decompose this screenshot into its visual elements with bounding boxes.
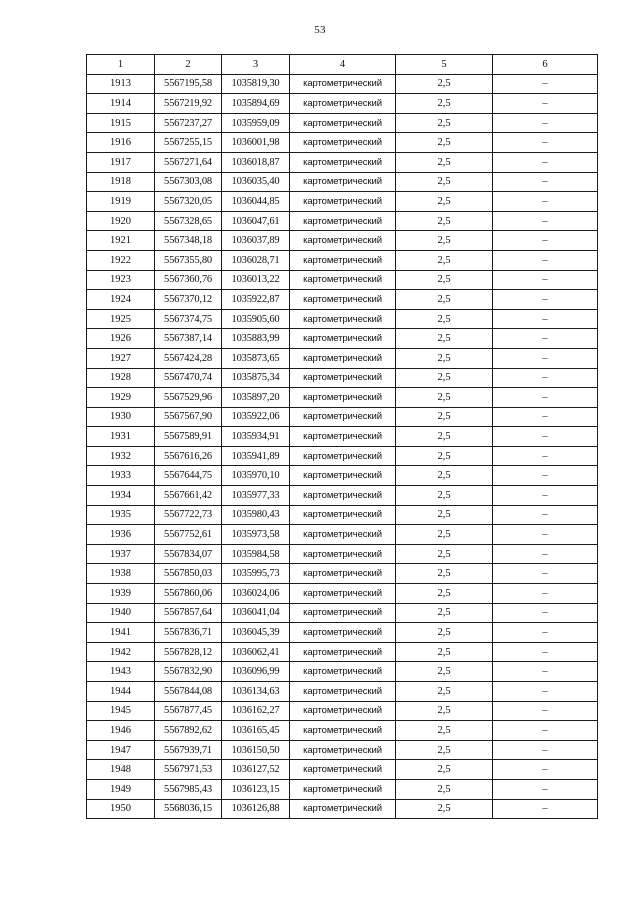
accuracy-cell: 2,5 (396, 290, 493, 310)
table-row (87, 211, 598, 231)
method-cell: картометрический (290, 779, 396, 799)
table-row (87, 721, 598, 741)
description-cell: – (493, 290, 598, 310)
table-row (87, 74, 598, 94)
y-coordinate-cell: 1036045,39 (222, 623, 290, 643)
point-number-cell: 1923 (87, 270, 155, 290)
y-coordinate-cell: 1036150,50 (222, 740, 290, 760)
y-coordinate-cell: 1035973,58 (222, 525, 290, 545)
x-coordinate-cell: 5567328,65 (155, 211, 222, 231)
point-number-cell: 1941 (87, 623, 155, 643)
point-number-cell: 1949 (87, 779, 155, 799)
y-coordinate-cell: 1035873,65 (222, 348, 290, 368)
x-coordinate-cell: 5567850,03 (155, 564, 222, 584)
x-coordinate-cell: 5567860,06 (155, 584, 222, 604)
table-row (87, 662, 598, 682)
method-cell: картометрический (290, 642, 396, 662)
point-number-cell: 1918 (87, 172, 155, 192)
point-number-cell: 1921 (87, 231, 155, 251)
y-coordinate-cell: 1036028,71 (222, 250, 290, 270)
point-number-cell: 1950 (87, 799, 155, 819)
table-row (87, 466, 598, 486)
y-coordinate-cell: 1035980,43 (222, 505, 290, 525)
x-coordinate-cell: 5567836,71 (155, 623, 222, 643)
table-row (87, 290, 598, 310)
point-number-cell: 1937 (87, 544, 155, 564)
x-coordinate-cell: 5567360,76 (155, 270, 222, 290)
y-coordinate-cell: 1036013,22 (222, 270, 290, 290)
description-cell: – (493, 525, 598, 545)
method-cell: картометрический (290, 662, 396, 682)
point-number-cell: 1932 (87, 446, 155, 466)
description-cell: – (493, 427, 598, 447)
description-cell: – (493, 192, 598, 212)
y-coordinate-cell: 1035922,87 (222, 290, 290, 310)
x-coordinate-cell: 5567355,80 (155, 250, 222, 270)
method-cell: картометрический (290, 701, 396, 721)
y-coordinate-cell: 1035922,06 (222, 407, 290, 427)
accuracy-cell: 2,5 (396, 682, 493, 702)
accuracy-cell: 2,5 (396, 721, 493, 741)
description-cell: – (493, 701, 598, 721)
x-coordinate-cell: 5567529,96 (155, 388, 222, 408)
description-cell: – (493, 603, 598, 623)
y-coordinate-cell: 1036062,41 (222, 642, 290, 662)
accuracy-cell: 2,5 (396, 329, 493, 349)
method-cell: картометрический (290, 348, 396, 368)
point-number-cell: 1948 (87, 760, 155, 780)
method-cell: картометрический (290, 799, 396, 819)
table-row (87, 388, 598, 408)
x-coordinate-cell: 5567985,43 (155, 779, 222, 799)
accuracy-cell: 2,5 (396, 642, 493, 662)
page-number: 53 (314, 24, 326, 36)
y-coordinate-cell: 1036126,88 (222, 799, 290, 819)
point-number-cell: 1944 (87, 682, 155, 702)
y-coordinate-cell: 1036127,52 (222, 760, 290, 780)
accuracy-cell: 2,5 (396, 211, 493, 231)
description-cell: – (493, 623, 598, 643)
accuracy-cell: 2,5 (396, 388, 493, 408)
y-coordinate-cell: 1035977,33 (222, 486, 290, 506)
accuracy-cell: 2,5 (396, 427, 493, 447)
table-row (87, 446, 598, 466)
x-coordinate-cell: 5567892,62 (155, 721, 222, 741)
header-row (87, 55, 598, 75)
method-cell: картометрический (290, 603, 396, 623)
point-number-cell: 1946 (87, 721, 155, 741)
table-row (87, 525, 598, 545)
method-cell: картометрический (290, 211, 396, 231)
x-coordinate-cell: 5567971,53 (155, 760, 222, 780)
method-cell: картометрический (290, 721, 396, 741)
description-cell: – (493, 94, 598, 114)
accuracy-cell: 2,5 (396, 466, 493, 486)
x-coordinate-cell: 5567374,75 (155, 309, 222, 329)
x-coordinate-cell: 5567424,28 (155, 348, 222, 368)
description-cell: – (493, 152, 598, 172)
column-header: 3 (222, 55, 290, 75)
table-row (87, 113, 598, 133)
point-number-cell: 1924 (87, 290, 155, 310)
table-row (87, 544, 598, 564)
description-cell: – (493, 231, 598, 251)
y-coordinate-cell: 1036123,15 (222, 779, 290, 799)
description-cell: – (493, 329, 598, 349)
method-cell: картометрический (290, 525, 396, 545)
description-cell: – (493, 446, 598, 466)
y-coordinate-cell: 1035941,89 (222, 446, 290, 466)
point-number-cell: 1933 (87, 466, 155, 486)
method-cell: картометрический (290, 466, 396, 486)
method-cell: картометрический (290, 74, 396, 94)
description-cell: – (493, 642, 598, 662)
description-cell: – (493, 740, 598, 760)
table-row (87, 584, 598, 604)
accuracy-cell: 2,5 (396, 192, 493, 212)
point-number-cell: 1942 (87, 642, 155, 662)
y-coordinate-cell: 1036024,06 (222, 584, 290, 604)
y-coordinate-cell: 1035984,58 (222, 544, 290, 564)
table-row (87, 250, 598, 270)
x-coordinate-cell: 5567387,14 (155, 329, 222, 349)
method-cell: картометрический (290, 270, 396, 290)
x-coordinate-cell: 5567320,05 (155, 192, 222, 212)
table-row (87, 564, 598, 584)
accuracy-cell: 2,5 (396, 231, 493, 251)
y-coordinate-cell: 1035995,73 (222, 564, 290, 584)
x-coordinate-cell: 5567644,75 (155, 466, 222, 486)
table-row (87, 427, 598, 447)
accuracy-cell: 2,5 (396, 486, 493, 506)
description-cell: – (493, 721, 598, 741)
method-cell: картометрический (290, 192, 396, 212)
description-cell: – (493, 270, 598, 290)
method-cell: картометрический (290, 250, 396, 270)
accuracy-cell: 2,5 (396, 74, 493, 94)
accuracy-cell: 2,5 (396, 603, 493, 623)
x-coordinate-cell: 5567255,15 (155, 133, 222, 153)
table-row (87, 642, 598, 662)
y-coordinate-cell: 1035894,69 (222, 94, 290, 114)
method-cell: картометрический (290, 682, 396, 702)
accuracy-cell: 2,5 (396, 368, 493, 388)
method-cell: картометрический (290, 231, 396, 251)
table-row (87, 760, 598, 780)
y-coordinate-cell: 1036041,04 (222, 603, 290, 623)
description-cell: – (493, 505, 598, 525)
method-cell: картометрический (290, 152, 396, 172)
x-coordinate-cell: 5567661,42 (155, 486, 222, 506)
column-header: 2 (155, 55, 222, 75)
method-cell: картометрический (290, 427, 396, 447)
description-cell: – (493, 544, 598, 564)
point-number-cell: 1922 (87, 250, 155, 270)
x-coordinate-cell: 5567857,64 (155, 603, 222, 623)
y-coordinate-cell: 1036018,87 (222, 152, 290, 172)
point-number-cell: 1917 (87, 152, 155, 172)
x-coordinate-cell: 5567877,45 (155, 701, 222, 721)
method-cell: картометрический (290, 544, 396, 564)
x-coordinate-cell: 5567237,27 (155, 113, 222, 133)
point-number-cell: 1943 (87, 662, 155, 682)
table-row (87, 603, 598, 623)
table-row (87, 133, 598, 153)
table-row (87, 172, 598, 192)
method-cell: картометрический (290, 486, 396, 506)
description-cell: – (493, 250, 598, 270)
point-number-cell: 1926 (87, 329, 155, 349)
point-number-cell: 1936 (87, 525, 155, 545)
accuracy-cell: 2,5 (396, 623, 493, 643)
x-coordinate-cell: 5567195,58 (155, 74, 222, 94)
table-row (87, 231, 598, 251)
accuracy-cell: 2,5 (396, 133, 493, 153)
point-number-cell: 1931 (87, 427, 155, 447)
description-cell: – (493, 113, 598, 133)
accuracy-cell: 2,5 (396, 760, 493, 780)
table-row (87, 94, 598, 114)
table-row (87, 152, 598, 172)
table-row (87, 505, 598, 525)
y-coordinate-cell: 1036001,98 (222, 133, 290, 153)
table-row (87, 623, 598, 643)
point-number-cell: 1940 (87, 603, 155, 623)
y-coordinate-cell: 1036162,27 (222, 701, 290, 721)
description-cell: – (493, 348, 598, 368)
y-coordinate-cell: 1036035,40 (222, 172, 290, 192)
method-cell: картометрический (290, 446, 396, 466)
x-coordinate-cell: 5567832,90 (155, 662, 222, 682)
accuracy-cell: 2,5 (396, 113, 493, 133)
x-coordinate-cell: 5567271,64 (155, 152, 222, 172)
x-coordinate-cell: 5567303,08 (155, 172, 222, 192)
x-coordinate-cell: 5567370,12 (155, 290, 222, 310)
method-cell: картометрический (290, 133, 396, 153)
point-number-cell: 1934 (87, 486, 155, 506)
point-number-cell: 1929 (87, 388, 155, 408)
coordinates-table (86, 54, 598, 819)
description-cell: – (493, 779, 598, 799)
accuracy-cell: 2,5 (396, 544, 493, 564)
method-cell: картометрический (290, 309, 396, 329)
y-coordinate-cell: 1036037,89 (222, 231, 290, 251)
x-coordinate-cell: 5567348,18 (155, 231, 222, 251)
description-cell: – (493, 133, 598, 153)
y-coordinate-cell: 1035883,99 (222, 329, 290, 349)
point-number-cell: 1919 (87, 192, 155, 212)
point-number-cell: 1920 (87, 211, 155, 231)
y-coordinate-cell: 1035959,09 (222, 113, 290, 133)
point-number-cell: 1915 (87, 113, 155, 133)
accuracy-cell: 2,5 (396, 446, 493, 466)
method-cell: картометрический (290, 584, 396, 604)
table-row (87, 486, 598, 506)
x-coordinate-cell: 5567844,08 (155, 682, 222, 702)
y-coordinate-cell: 1035875,34 (222, 368, 290, 388)
accuracy-cell: 2,5 (396, 152, 493, 172)
description-cell: – (493, 799, 598, 819)
x-coordinate-cell: 5567828,12 (155, 642, 222, 662)
accuracy-cell: 2,5 (396, 94, 493, 114)
x-coordinate-cell: 5567752,61 (155, 525, 222, 545)
x-coordinate-cell: 5567219,92 (155, 94, 222, 114)
method-cell: картометрический (290, 564, 396, 584)
accuracy-cell: 2,5 (396, 662, 493, 682)
method-cell: картометрический (290, 740, 396, 760)
description-cell: – (493, 682, 598, 702)
description-cell: – (493, 564, 598, 584)
description-cell: – (493, 74, 598, 94)
y-coordinate-cell: 1035934,91 (222, 427, 290, 447)
accuracy-cell: 2,5 (396, 701, 493, 721)
y-coordinate-cell: 1036096,99 (222, 662, 290, 682)
point-number-cell: 1927 (87, 348, 155, 368)
table-row (87, 329, 598, 349)
method-cell: картометрический (290, 290, 396, 310)
method-cell: картометрический (290, 407, 396, 427)
x-coordinate-cell: 5567589,91 (155, 427, 222, 447)
point-number-cell: 1928 (87, 368, 155, 388)
method-cell: картометрический (290, 172, 396, 192)
accuracy-cell: 2,5 (396, 348, 493, 368)
y-coordinate-cell: 1036134,63 (222, 682, 290, 702)
x-coordinate-cell: 5567834,07 (155, 544, 222, 564)
table-row (87, 407, 598, 427)
method-cell: картометрический (290, 760, 396, 780)
description-cell: – (493, 760, 598, 780)
description-cell: – (493, 407, 598, 427)
accuracy-cell: 2,5 (396, 525, 493, 545)
table-row (87, 779, 598, 799)
point-number-cell: 1947 (87, 740, 155, 760)
y-coordinate-cell: 1035970,10 (222, 466, 290, 486)
method-cell: картометрический (290, 368, 396, 388)
table-row (87, 799, 598, 819)
table-row (87, 368, 598, 388)
x-coordinate-cell: 5567470,74 (155, 368, 222, 388)
x-coordinate-cell: 5568036,15 (155, 799, 222, 819)
y-coordinate-cell: 1036165,45 (222, 721, 290, 741)
description-cell: – (493, 486, 598, 506)
accuracy-cell: 2,5 (396, 270, 493, 290)
y-coordinate-cell: 1035819,30 (222, 74, 290, 94)
table-row (87, 192, 598, 212)
method-cell: картометрический (290, 388, 396, 408)
column-header: 6 (493, 55, 598, 75)
x-coordinate-cell: 5567939,71 (155, 740, 222, 760)
point-number-cell: 1913 (87, 74, 155, 94)
x-coordinate-cell: 5567616,26 (155, 446, 222, 466)
point-number-cell: 1935 (87, 505, 155, 525)
method-cell: картометрический (290, 505, 396, 525)
description-cell: – (493, 368, 598, 388)
y-coordinate-cell: 1035897,20 (222, 388, 290, 408)
point-number-cell: 1914 (87, 94, 155, 114)
description-cell: – (493, 388, 598, 408)
accuracy-cell: 2,5 (396, 250, 493, 270)
method-cell: картометрический (290, 329, 396, 349)
column-header: 4 (290, 55, 396, 75)
x-coordinate-cell: 5567722,73 (155, 505, 222, 525)
table-row (87, 701, 598, 721)
table-row (87, 270, 598, 290)
table-header (87, 55, 598, 75)
description-cell: – (493, 466, 598, 486)
description-cell: – (493, 662, 598, 682)
description-cell: – (493, 309, 598, 329)
point-number-cell: 1916 (87, 133, 155, 153)
accuracy-cell: 2,5 (396, 740, 493, 760)
accuracy-cell: 2,5 (396, 779, 493, 799)
method-cell: картометрический (290, 623, 396, 643)
table-body (87, 74, 598, 819)
accuracy-cell: 2,5 (396, 505, 493, 525)
y-coordinate-cell: 1036047,61 (222, 211, 290, 231)
accuracy-cell: 2,5 (396, 407, 493, 427)
point-number-cell: 1930 (87, 407, 155, 427)
column-header: 1 (87, 55, 155, 75)
y-coordinate-cell: 1035905,60 (222, 309, 290, 329)
accuracy-cell: 2,5 (396, 584, 493, 604)
description-cell: – (493, 211, 598, 231)
method-cell: картометрический (290, 94, 396, 114)
x-coordinate-cell: 5567567,90 (155, 407, 222, 427)
table-row (87, 682, 598, 702)
accuracy-cell: 2,5 (396, 564, 493, 584)
method-cell: картометрический (290, 113, 396, 133)
accuracy-cell: 2,5 (396, 172, 493, 192)
table-row (87, 348, 598, 368)
point-number-cell: 1925 (87, 309, 155, 329)
point-number-cell: 1945 (87, 701, 155, 721)
point-number-cell: 1939 (87, 584, 155, 604)
accuracy-cell: 2,5 (396, 799, 493, 819)
table-row (87, 309, 598, 329)
column-header: 5 (396, 55, 493, 75)
point-number-cell: 1938 (87, 564, 155, 584)
accuracy-cell: 2,5 (396, 309, 493, 329)
table-row (87, 740, 598, 760)
y-coordinate-cell: 1036044,85 (222, 192, 290, 212)
description-cell: – (493, 172, 598, 192)
description-cell: – (493, 584, 598, 604)
